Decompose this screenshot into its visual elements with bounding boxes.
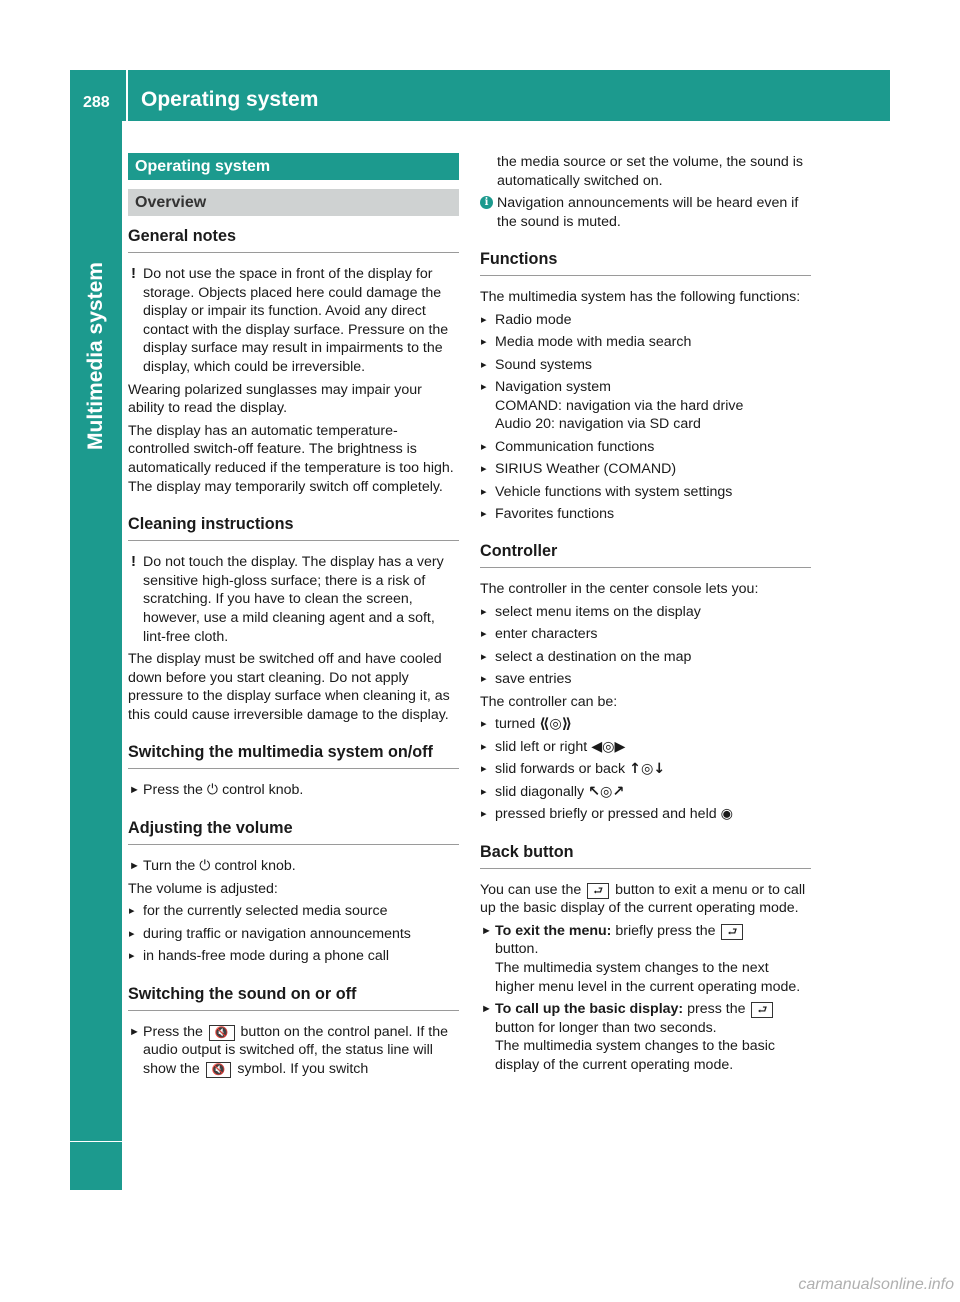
- right-column: [480, 153, 811, 1079]
- step-arrow-icon: ►: [129, 784, 140, 797]
- controller-slide-diag-icon: ↖◎↗: [588, 783, 625, 800]
- step-text: symbol. If you switch: [237, 1060, 369, 1077]
- mute-icon: 🔇: [206, 1062, 232, 1078]
- page-number: 288: [83, 94, 110, 111]
- heading-sound: Switching the sound on or off: [128, 984, 459, 1011]
- step-text: press the: [687, 1001, 746, 1018]
- info-icon: i: [480, 196, 493, 209]
- controller-press-icon: ◉: [720, 806, 733, 822]
- step-text: Turn the: [143, 858, 196, 875]
- step-label: To exit the menu:: [495, 922, 612, 939]
- header-divider: [126, 70, 128, 121]
- list-item: ▸ Radio mode: [480, 311, 811, 330]
- watermark: carmanualsonline.info: [798, 1276, 954, 1293]
- step-text: control knob.: [222, 782, 304, 799]
- step-label: To call up the basic display:: [495, 1001, 684, 1018]
- list-item: ▸ Media mode with media search: [480, 333, 811, 352]
- heading-volume: Adjusting the volume: [128, 818, 459, 845]
- step-text: button.: [495, 941, 539, 958]
- heading-switching: Switching the multimedia system on/off: [128, 742, 459, 769]
- list-item-text: slid left or right: [495, 738, 588, 755]
- paragraph: The display must be switched off and have cooled down before you start cleaning. Do not apply pressure to the display surface when cleaning it, as this could cause irreversible damage to the display.: [128, 651, 450, 723]
- side-tab-marker: [70, 1142, 122, 1190]
- list-item: ▸ in hands-free mode during a phone call: [128, 947, 459, 966]
- step-arrow-icon: ►: [481, 1003, 492, 1016]
- back-icon: ⮐: [751, 1002, 773, 1018]
- info-note: [480, 194, 811, 231]
- controller-slide-fb-icon: ↑◎↓: [629, 761, 666, 778]
- heading-controller: Controller: [480, 541, 811, 568]
- section-title: Operating system: [128, 153, 459, 180]
- step: [128, 781, 459, 800]
- list-item: [480, 715, 811, 734]
- step-text: button for longer than two seconds.: [495, 1019, 717, 1036]
- list-item: ▸ Vehicle functions with system settings: [480, 483, 811, 502]
- step-text: briefly press the: [615, 922, 716, 939]
- paragraph: The controller in the center console lets you:: [480, 581, 759, 598]
- list-item-text: slid forwards or back: [495, 761, 626, 778]
- warning-note: [128, 265, 459, 377]
- paragraph: [480, 881, 811, 918]
- paragraph-text: button to exit a menu or to call up the basic display of the current operating mode.: [480, 881, 806, 917]
- step: [480, 1000, 811, 1074]
- step-arrow-icon: ►: [129, 860, 140, 873]
- step-text: control knob.: [214, 858, 296, 875]
- paragraph: The volume is adjusted:: [128, 880, 278, 897]
- warning-icon: !: [131, 265, 136, 282]
- side-tab-label-wrap: [70, 121, 122, 591]
- paragraph: Wearing polarized sunglasses may impair your ability to read the display.: [128, 381, 422, 417]
- functions-list: [480, 311, 811, 524]
- heading-cleaning: Cleaning instructions: [128, 514, 459, 541]
- step-text: Press the: [143, 1023, 203, 1040]
- list-item: ▸ during traffic or navigation announcements: [128, 925, 459, 944]
- step-result: The multimedia system changes to the next higher menu level in the current operating mode.: [495, 959, 801, 995]
- controller-slide-lr-icon: ◀◎▶: [591, 738, 626, 755]
- list-item: [480, 738, 811, 757]
- paragraph: The controller can be:: [480, 693, 618, 710]
- list-item-text: Navigation system: [495, 379, 611, 396]
- step-arrow-icon: ►: [481, 924, 492, 937]
- side-tab-label: Multimedia system: [84, 262, 107, 450]
- back-icon: ⮐: [721, 924, 743, 940]
- list-item: ▸ Communication functions: [480, 438, 811, 457]
- list-item-sub: COMAND: navigation via the hard drive: [495, 397, 744, 414]
- subsection-title: Overview: [128, 189, 459, 216]
- list-item-text: slid diagonally: [495, 783, 585, 800]
- list-item: [480, 805, 811, 824]
- volume-list: [128, 902, 459, 965]
- step-result: The multimedia system changes to the basic display of the current operating mode.: [495, 1038, 775, 1073]
- controller-list: [480, 603, 811, 689]
- power-knob-icon: ⏻: [206, 782, 219, 799]
- step-arrow-icon: ►: [129, 1025, 140, 1038]
- list-item: [480, 783, 811, 802]
- step: [480, 922, 811, 996]
- step: [128, 1023, 459, 1079]
- paragraph-text: You can use the: [480, 881, 582, 898]
- list-item: ▸ Favorites functions: [480, 505, 811, 524]
- list-item: ▸ select menu items on the display: [480, 603, 811, 622]
- list-item-sub: Audio 20: navigation via SD card: [495, 416, 701, 433]
- list-item: [480, 760, 811, 779]
- list-item: ▸ enter characters: [480, 625, 811, 644]
- left-column: [128, 153, 459, 1082]
- list-item-text: turned: [495, 716, 536, 733]
- heading-general-notes: General notes: [128, 226, 459, 253]
- list-item: ▸ for the currently selected media source: [128, 902, 459, 921]
- mute-icon: 🔇: [209, 1025, 235, 1041]
- warning-icon: !: [131, 553, 136, 571]
- controller-turn-icon: ⟪◎⟫: [539, 716, 573, 733]
- page-title: Operating system: [141, 88, 319, 111]
- list-item: ▸ Sound systems: [480, 356, 811, 375]
- list-item: ▸ save entries: [480, 670, 811, 689]
- step-text: Press the: [143, 782, 203, 799]
- back-icon: ⮐: [587, 883, 609, 899]
- warning-text: Do not use the space in front of the display for storage. Objects placed here could damage the display or impair its function. Avoid any direct contact with the display surface. Pressure on the display surface may result in impairments to the display, which could be irreversible.: [143, 266, 449, 375]
- info-text: Navigation announcements will be heard even if the sound is muted.: [497, 195, 799, 230]
- step-text: If the audio output is switched off, the status line will show the: [143, 1023, 449, 1077]
- paragraph: The multimedia system has the following functions:: [480, 289, 801, 306]
- list-item: ▸ select a destination on the map: [480, 648, 811, 667]
- list-item: ▸ SIRIUS Weather (COMAND): [480, 460, 811, 479]
- paragraph: The display has an automatic temperature-controlled switch-off feature. The brightness is automatically reduced if the temperature is too high. The display may temporarily switch off completely.: [128, 422, 454, 495]
- heading-functions: Functions: [480, 249, 811, 276]
- power-knob-icon: ⏻: [199, 858, 211, 875]
- list-item: [480, 378, 811, 434]
- warning-text: Do not touch the display. The display has a very sensitive high-gloss surface; there is a risk of scratching. If you have to clean the screen, however, use a mild cleaning agent and a soft, lint-free cloth.: [143, 554, 444, 645]
- list-item-text: pressed briefly or pressed and held: [495, 806, 717, 822]
- warning-note: [128, 553, 459, 646]
- paragraph: the media source or set the volume, the sound is automatically switched on.: [497, 154, 803, 189]
- step-text: button on the control panel.: [240, 1023, 413, 1040]
- controller-moves-list: [480, 715, 811, 823]
- heading-back-button: Back button: [480, 842, 811, 869]
- step: [128, 857, 459, 876]
